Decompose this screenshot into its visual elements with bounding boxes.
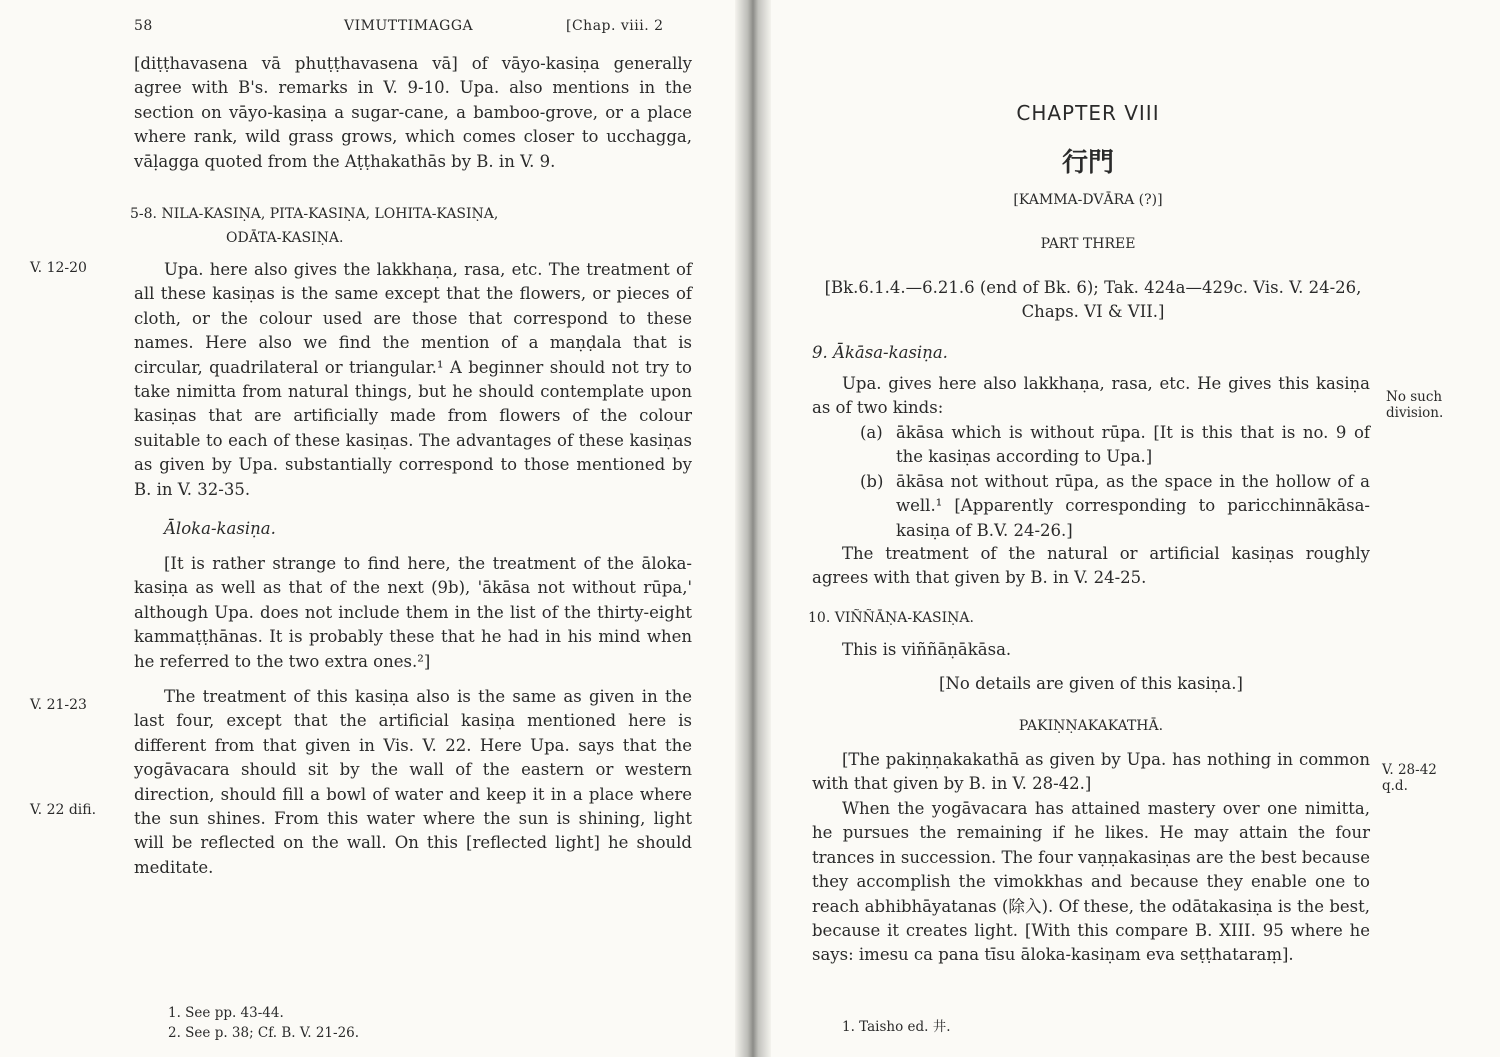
margin-note: V. 21-23 [30, 697, 87, 713]
source-references: [Bk.6.1.4.—6.21.6 (end of Bk. 6); Tak. 424a—429c. Vis. V. 24-26, Chaps. VI & VII.] [824, 278, 1362, 322]
footnote: 2. See p. 38; Cf. B. V. 21-26. [168, 1025, 360, 1041]
pali-title: [KAMMA-DVĀRA (?)] [1013, 192, 1163, 208]
paragraph-mastery: When the yogāvacara has attained mastery over one nimitta, he pursues the remaining if he likes. He may attain the four trances in succession. The four vaṇṇakasiṇas are the best because they accomplish the vimokkhas and because they enable one to reach abhibhāyatanas (除入). Of these, the odātakasiṇa is the best, because it creates light. [With this compare B. XIII. 95 where he says: imesu ca pana tīsu āloka-kasiṇam eva seṭṭhataraṃ]. [812, 799, 1370, 965]
right-page [758, 0, 1500, 1057]
page-number: 58 [134, 18, 153, 34]
chapter-reference: [Chap. viii. 2 [566, 18, 664, 34]
item-a: ākāsa which is without rūpa. [It is this that is no. 9 of the kasiṇas according to Upa.] [896, 423, 1370, 467]
footnote: 1. Taisho ed. 井. [842, 1019, 951, 1035]
section-heading-9: 9. Ākāsa-kasiṇa. [812, 343, 948, 362]
chapter-title: CHAPTER VIII [1016, 101, 1160, 125]
pakinnaka-heading: PAKIṆṆAKAKATHĀ. [1018, 718, 1164, 734]
chinese-title: 行門 [1061, 148, 1114, 178]
footnote: 1. See pp. 43-44. [168, 1005, 284, 1021]
margin-note: No such division. [1386, 389, 1444, 421]
paragraph-aloka-kasina: [It is rather strange to find here, the treatment of the āloka-kasiṇa as well as that of the next (9b), 'ākāsa not without rūpa,' although Upa. does not include them in the list of the thirty-eight kammaṭṭhānas. It is probably these that he had in his mind when he referred to the two extra ones.²] [134, 554, 692, 671]
section-heading-5-8-cont: ODĀTA-KASIṆA. [226, 230, 344, 246]
margin-note: V. 28-42 q.d. [1382, 762, 1437, 794]
paragraph-vinnana: This is viññāṇākāsa. [842, 640, 1012, 659]
note-no-details: [No details are given of this kasiṇa.] [939, 674, 1243, 693]
paragraph-natural-artificial: The treatment of the natural or artificial kasiṇas roughly agrees with that given by B. in V. 24-25. [812, 544, 1370, 588]
margin-note: V. 22 difi. [30, 802, 97, 818]
margin-note: V. 12-20 [30, 260, 87, 276]
subheading-aloka-kasina: Āloka-kasiṇa. [164, 519, 276, 538]
paragraph-vayo-kasina: [diṭṭhavasena vā phuṭṭhavasena vā] of vāyo-kasiṇa generally agree with B's. remarks in V. 9-10. Upa. also mentions in the section on vāyo-kasiṇa a sugar-cane, a bamboo-grove, or a place where rank, wild grass grows, which comes closer to ucchagga, vāḷagga quoted from the Aṭṭhakathās by B. in V. 9. [134, 54, 692, 171]
paragraph-akasa-kasina: Upa. gives here also lakkhaṇa, rasa, etc. He gives this kasiṇa as of two kinds: [812, 374, 1370, 418]
running-title: VIMUTTIMAGGA [344, 18, 474, 34]
paragraph-colour-kasinas: Upa. here also gives the lakkhaṇa, rasa, etc. The treatment of all these kasiṇas is the same except that the flowers, or pieces of cloth, or the colour used are those that correspond to these names. Here also we find the mention of a maṇḍala that is circular, quadrilateral or triangular.¹ A beginner should not try to take nimitta from natural things, but he should contemplate upon kasiṇas that are artificially made from flowers of the colour suitable to each of these kasiṇas. The advantages of these kasiṇas as given by Upa. substantially correspond to those mentioned by B. in V. 32-35. [134, 260, 692, 499]
item-b: ākāsa not without rūpa, as the space in the hollow of a well.¹ [Apparently corresponding to paricchinnākāsa-kasiṇa of B.V. 24-26.] [896, 472, 1370, 540]
part-heading: PART THREE [1040, 236, 1136, 252]
section-heading-10: 10. VIÑÑĀṆA-KASIṆA. [808, 610, 974, 626]
paragraph-pakinnaka: [The pakiṇṇakakathā as given by Upa. has nothing in common with that given by B. in V. 28-42.] [812, 750, 1370, 794]
left-page [0, 0, 745, 1057]
item-label-b: (b) [860, 472, 884, 491]
paragraph-light-treatment: The treatment of this kasiṇa also is the same as given in the last four, except that the artificial kasiṇa mentioned here is different from that given in Vis. V. 22. Here Upa. says that the yogāvacara should sit by the wall of the eastern or western direction, should fill a bowl of water and keep it in a place where the sun shines. From this water where the sun is shining, light will be reflected on the wall. On this [reflected light] he should meditate. [134, 687, 692, 877]
section-heading-5-8: 5-8. NILA-KASIṆA, PITA-KASIṆA, LOHITA-KASIṆA, [130, 206, 499, 222]
item-label-a: (a) [860, 423, 883, 442]
